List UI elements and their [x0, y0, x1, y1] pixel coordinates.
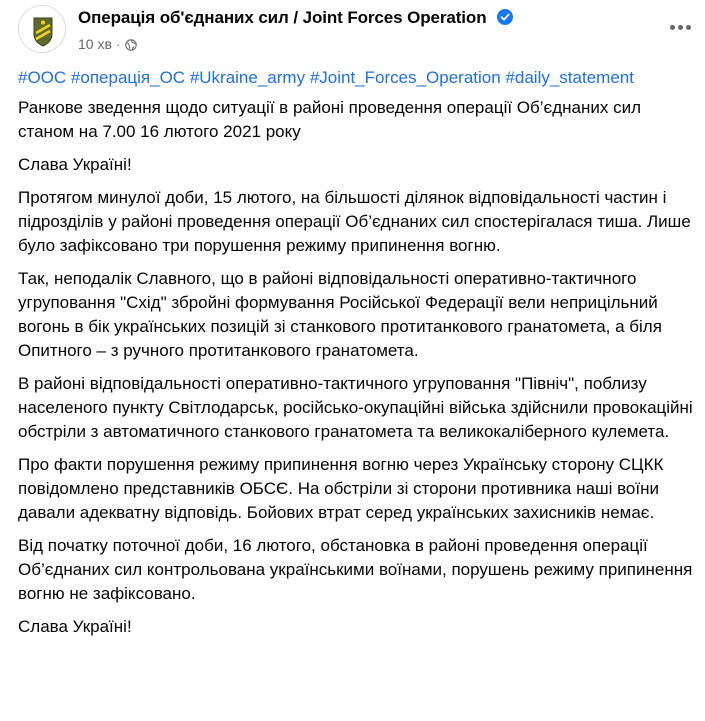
hashtag-link[interactable]: #Ukraine_army: [189, 68, 306, 87]
hashtag-link[interactable]: #daily_statement: [505, 68, 634, 87]
more-options-button[interactable]: [662, 9, 698, 45]
hashtag-link[interactable]: #операція_ОС: [70, 68, 186, 87]
page-name-text: Операція об'єднаних сил / Joint Forces Operation: [78, 8, 487, 27]
hashtag-link[interactable]: #Joint_Forces_Operation: [309, 68, 501, 87]
hashtag-link[interactable]: #ООС: [18, 68, 67, 87]
post-paragraph: Про факти порушення режиму припинення вогню через Українську сторону СЦКК повідомлено представників ОБСЄ. На обстріли зі сторони противника наші воїни давали адекватну відповідь. Бойових втрат серед українських захисників немає.: [18, 455, 664, 522]
meta-separator: ·: [115, 36, 121, 52]
post-paragraph: В районі відповідальності оперативно-тактичного угруповання "Північ", поблизу населеного пункту Світлодарськ, російсько-окупаційні війська здійснили провокаційні обстріли з автоматичного станкового гранатомета та великокаліберного кулемета.: [18, 374, 693, 441]
post-meta: [78, 36, 137, 52]
post-paragraph: Слава Україні!: [18, 617, 132, 636]
page-name-link[interactable]: [78, 8, 513, 28]
more-options-icon: [670, 25, 675, 30]
verified-badge-icon: [497, 9, 513, 25]
page-avatar[interactable]: [18, 5, 66, 53]
hashtag-list: [18, 66, 694, 90]
joint-forces-emblem-icon: [19, 6, 66, 53]
post-body: [18, 66, 694, 648]
post-paragraph: Від початку поточної доби, 16 лютого, обстановка в районі проведення операції Об’єднаних сил контрольована українськими воїнами, порушень режиму припинення вогню не зафіксовано.: [18, 536, 693, 603]
post-paragraph: Так, неподалік Славного, що в районі відповідальності оперативно-тактичного угруповання "Схід" збройні формування Російської Федерації вели неприцільний вогонь в бік українських позицій зі станкового протитанкового гранатомета, а біля Опитного – з ручного протитанкового гранатомета.: [18, 269, 662, 360]
post-header: [18, 5, 698, 61]
post-paragraph: Протягом минулої доби, 15 лютого, на більшості ділянок відповідальності частин і підрозділів у районі проведення операції Об’єднаних сил спостерігалася тиша. Лише було зафіксовано три порушення режиму припинення вогню.: [18, 188, 691, 255]
post-paragraph: Ранкове зведення щодо ситуації в районі проведення операції Об’єднаних сил станом на 7.00 16 лютого 2021 року: [18, 98, 641, 141]
globe-icon[interactable]: [125, 38, 137, 50]
post-timestamp[interactable]: 10 хв: [78, 36, 112, 52]
post-paragraph: Слава Україні!: [18, 155, 132, 174]
